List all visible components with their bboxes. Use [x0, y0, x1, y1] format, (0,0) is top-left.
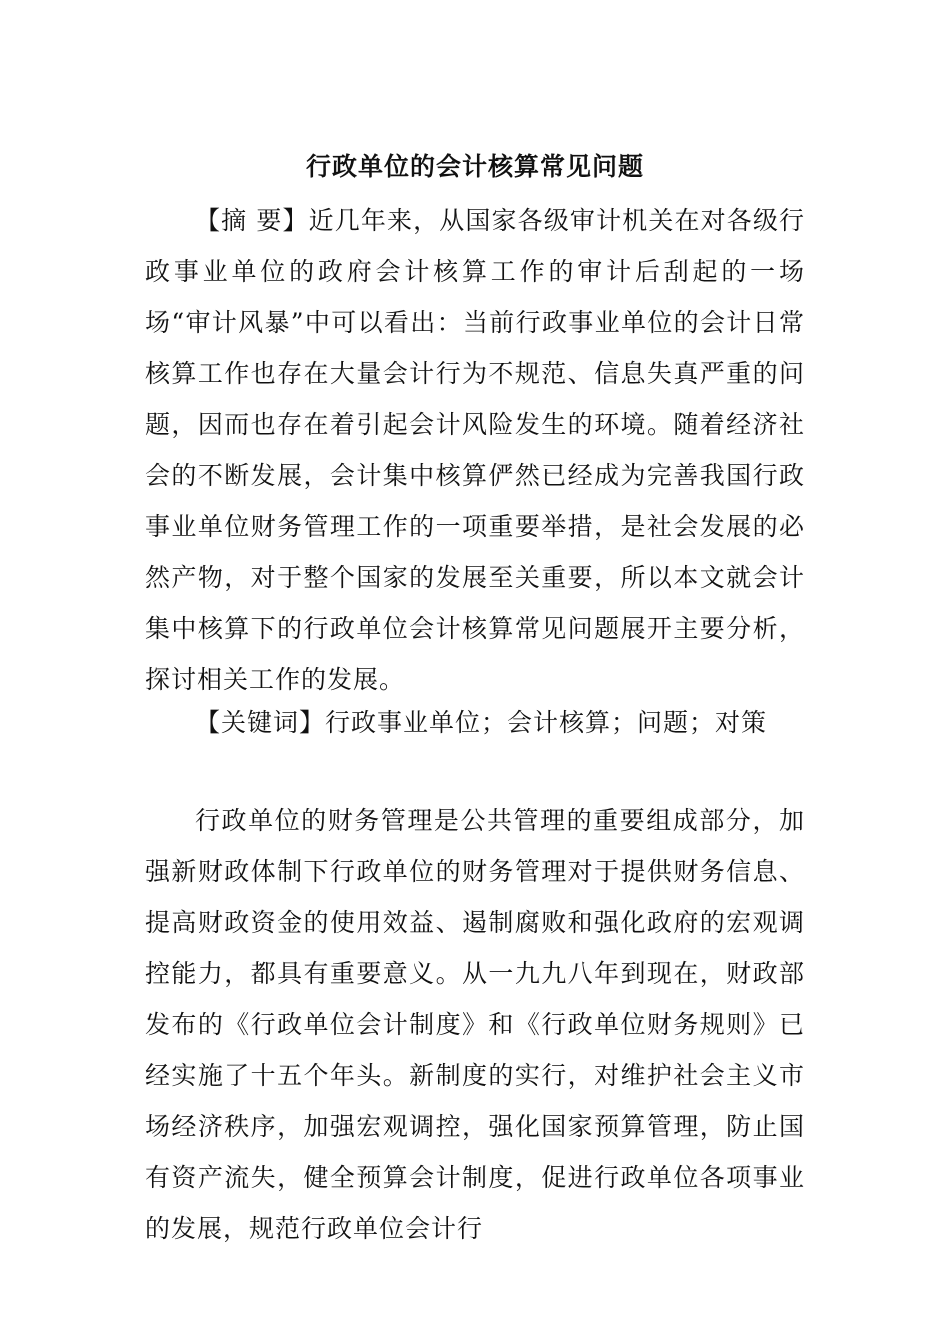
body-paragraph: 行政单位的财务管理是公共管理的重要组成部分，加强新财政体制下行政单位的财务管理对于提供财务信息、提高财政资金的使用效益、遏制腐败和强化政府的宏观调控能力，都具有重要意义。从一九九八年到现在，财政部发布的《行政单位会计制度》和《行政单位财务规则》已经实施了十五个年头。新制度的实行，对维护社会主义市场经济秩序，加强宏观调控，强化国家预算管理，防止国有资产流失，健全预算会计制度，促进行政单位各项事业的发展，规范行政单位会计行: [145, 806, 805, 1243]
abstract-paragraph: 【摘 要】近几年来，从国家各级审计机关在对各级行政事业单位的政府会计核算工作的审计后刮起的一场场“审计风暴”中可以看出：当前行政事业单位的会计日常核算工作也存在大量会计行为不规范、信息失真严重的问题，因而也存在着引起会计风险发生的环境。随着经济社会的不断发展，会计集中核算俨然已经成为完善我国行政事业单位财务管理工作的一项重要举措，是社会发展的必然产物，对于整个国家的发展至关重要，所以本文就会计集中核算下的行政单位会计核算常见问题展开主要分析，探讨相关工作的发展。: [145, 206, 805, 694]
document-title: 行政单位的会计核算常见问题: [305, 151, 644, 181]
keywords-paragraph: 【关键词】行政事业单位；会计核算；问题；对策: [195, 708, 768, 737]
